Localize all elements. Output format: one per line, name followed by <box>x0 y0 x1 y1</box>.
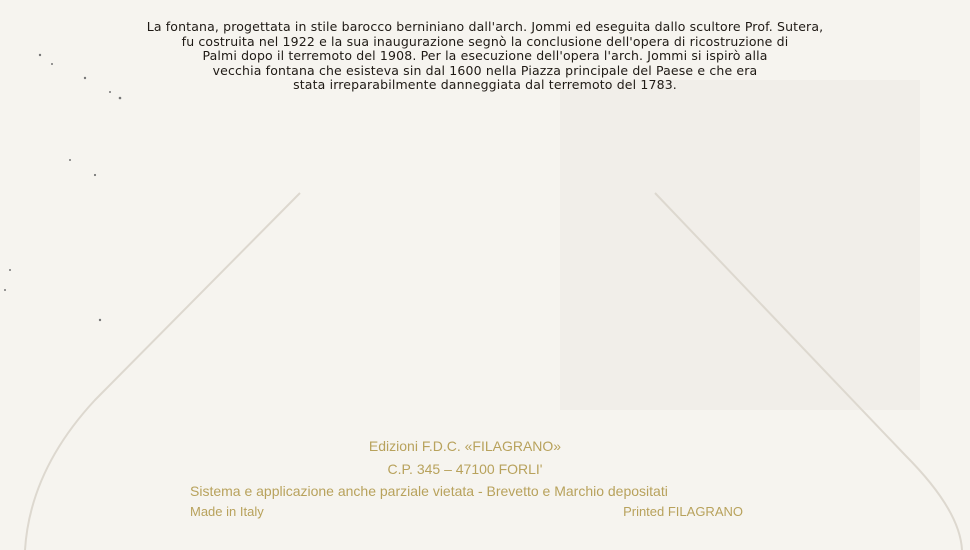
stamp-shadow <box>560 80 920 410</box>
publisher-address: C.P. 345 – 47100 FORLI' <box>387 461 543 477</box>
description-line: vecchia fontana che esisteva sin dal 1600 nella Piazza principale del Paese e che era <box>212 62 758 78</box>
made-in-label: Made in Italy <box>190 504 264 519</box>
description-line: fu costruita nel 1922 e la sua inaugurazione segnò la conclusione dell'opera di ricostruzione di <box>181 33 789 49</box>
fountain-description <box>60 20 910 93</box>
description-line: stata irreparabilmente danneggiata dal terremoto del 1783. <box>293 77 677 93</box>
description-line: Palmi dopo il terremoto del 1908. Per la esecuzione dell'opera l'arch. Jommi si ispirò alla <box>202 48 768 64</box>
publisher-name: Edizioni F.D.C. «FILAGRANO» <box>368 438 562 454</box>
description-line: La fontana, progettata in stile barocco berniniano dall'arch. Jommi ed eseguita dallo scultore Prof. Sutera, <box>146 19 824 34</box>
rights-notice: Sistema e applicazione anche parziale vietata - Brevetto e Marchio depositati <box>190 483 668 499</box>
printed-by-label: Printed FILAGRANO <box>623 504 743 519</box>
